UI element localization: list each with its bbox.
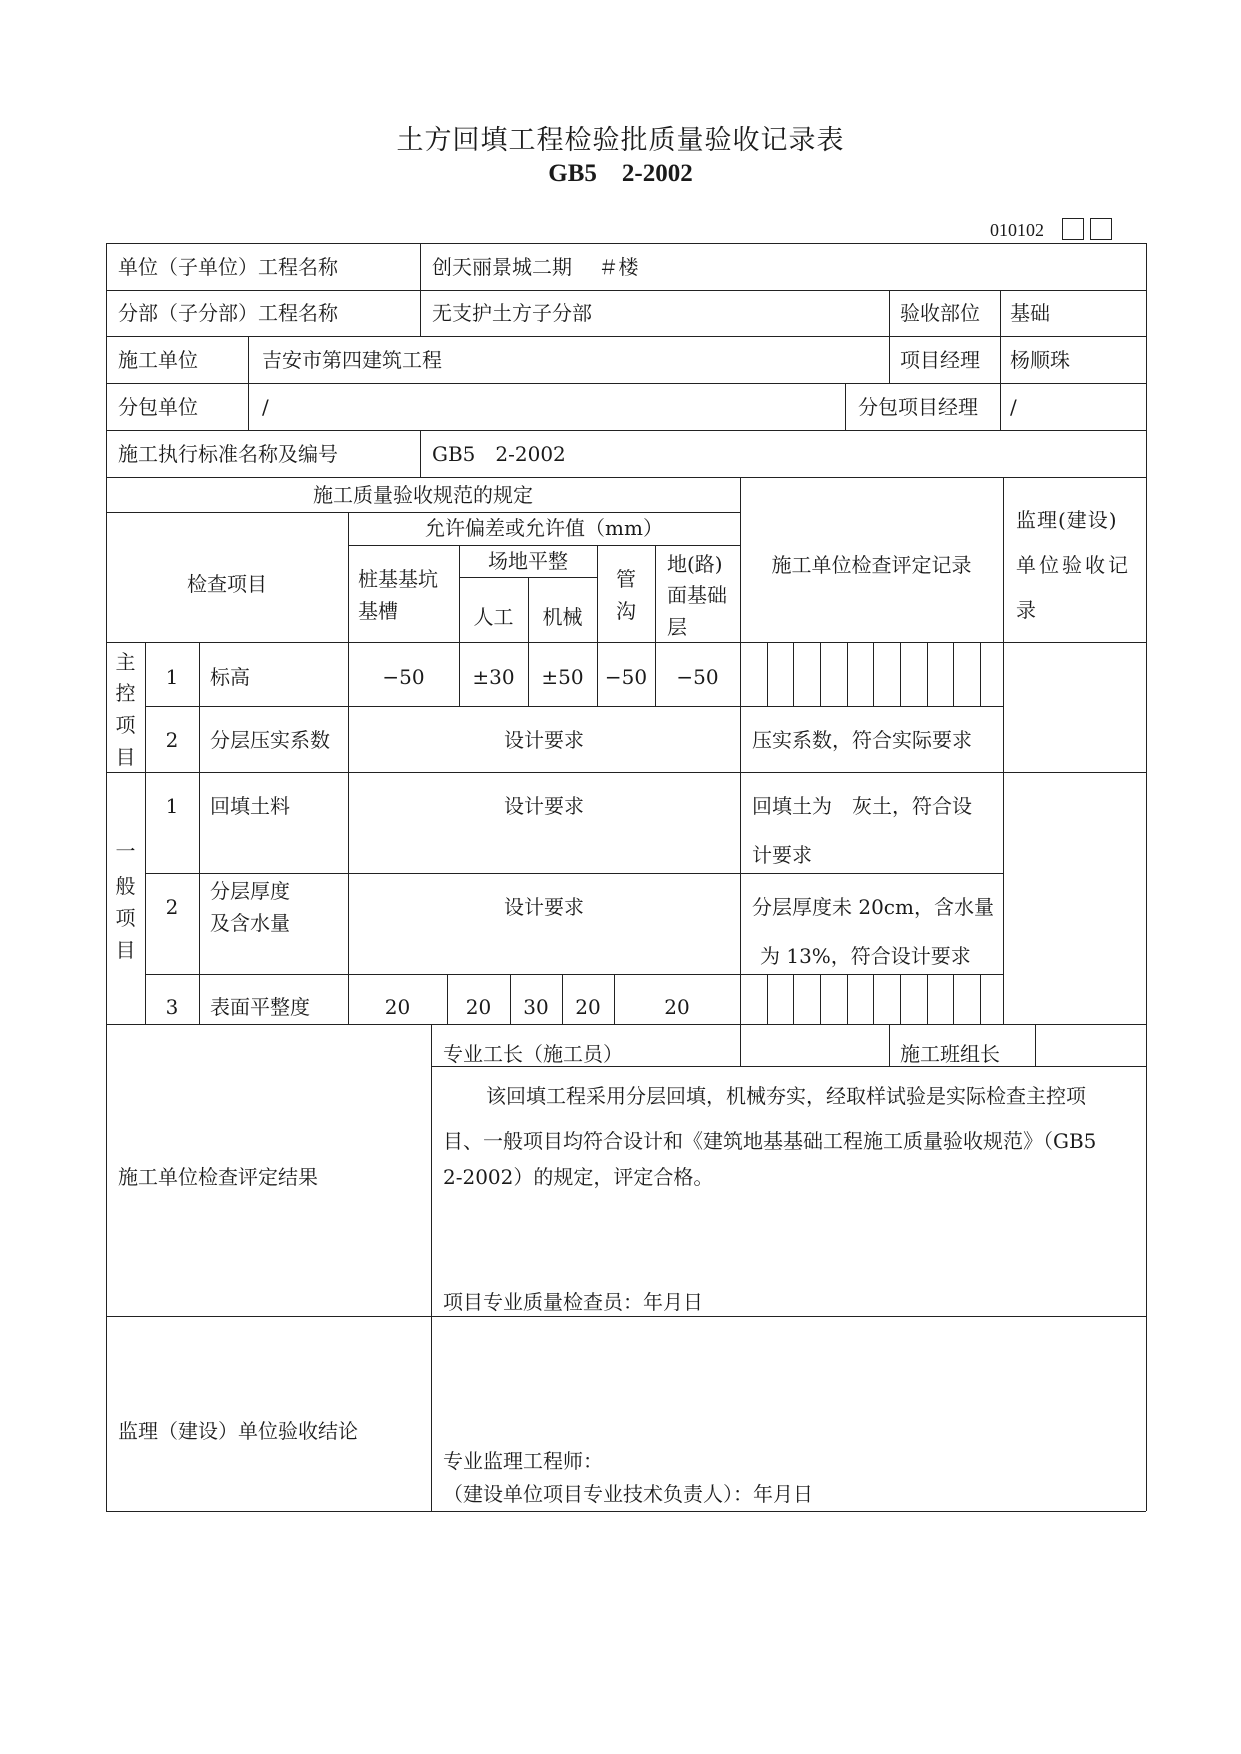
- check-item-header: 检查项目: [187, 572, 267, 596]
- general-row-1-no: 1: [165, 794, 179, 818]
- general-row-2-record-line2[interactable]: 为 13%，符合设计要求: [760, 944, 971, 968]
- main-row-2-name: 分层压实系数: [210, 728, 330, 752]
- spec-header: 施工质量验收规范的规定: [313, 483, 533, 507]
- main-group-label-2: 控: [115, 681, 136, 705]
- standard-label: 施工执行标准名称及编号: [118, 442, 338, 466]
- general-row-2-name-line1: 分层厚度: [210, 879, 290, 903]
- general-group-label-3: 项: [115, 906, 136, 930]
- col-pile-line1: 桩基基坑: [358, 567, 438, 591]
- col-pile-line2: 基槽: [358, 599, 398, 623]
- general-row-2-requirement: 设计要求: [504, 895, 584, 919]
- general-row-1-record-line1[interactable]: 回填土为 灰土，符合设: [752, 794, 972, 818]
- document-number: 010102: [990, 220, 1044, 240]
- result-text-line3[interactable]: 2-2002）的规定，评定合格。: [443, 1165, 714, 1189]
- supervisor-header-line1: 监理(建设): [1016, 508, 1118, 532]
- col-road-line2: 面基础: [667, 583, 727, 607]
- general-group-label-2: 般: [115, 874, 136, 898]
- standard-code: GB5 2-2002: [548, 160, 693, 187]
- project-manager-label: 项目经理: [900, 348, 980, 372]
- main-group-label-3: 项: [115, 713, 136, 737]
- conclusion-label: 监理（建设）单位验收结论: [118, 1419, 358, 1443]
- main-row-1-machine: ±50: [541, 665, 584, 689]
- main-row-1-road: −50: [676, 665, 719, 689]
- general-row-3-name: 表面平整度: [210, 995, 310, 1019]
- col-road-line3: 层: [667, 615, 687, 639]
- general-row-2-name-line2: 及含水量: [210, 911, 290, 935]
- foreman-label: 专业工长（施工员）: [443, 1042, 623, 1066]
- contractor-value[interactable]: 吉安市第四建筑工程: [262, 348, 442, 372]
- supervising-engineer-line[interactable]: 专业监理工程师：: [443, 1449, 603, 1473]
- col-pipe-line1: 管: [616, 567, 636, 591]
- col-manual-header: 人工: [473, 605, 514, 629]
- main-group-label-4: 目: [115, 745, 136, 769]
- doc-number-box-2[interactable]: [1090, 218, 1112, 240]
- allowance-header: 允许偏差或允许值（mm）: [425, 516, 663, 540]
- division-label: 分部（子分部）工程名称: [118, 301, 338, 325]
- result-text-line2[interactable]: 目、一般项目均符合设计和《建筑地基基础工程施工质量验收规范》（GB5: [443, 1129, 1097, 1153]
- main-row-2-record[interactable]: 压实系数，符合实际要求: [752, 728, 972, 752]
- division-value[interactable]: 无支护土方子分部: [432, 301, 592, 325]
- general-row-2-record-line1[interactable]: 分层厚度未 20cm，含水量: [752, 895, 994, 919]
- standard-value[interactable]: GB5 2-2002: [432, 442, 566, 466]
- supervisor-header-line3: 录: [1016, 598, 1036, 622]
- main-row-1-pile: −50: [382, 665, 425, 689]
- project-name-label: 单位（子单位）工程名称: [118, 255, 338, 279]
- general-row-3-machine: 30: [523, 995, 549, 1019]
- owner-representative-line[interactable]: （建设单位项目专业技术负责人）：年月日: [443, 1482, 813, 1506]
- subcontractor-label: 分包单位: [118, 395, 198, 419]
- col-machine-header: 机械: [542, 605, 583, 629]
- general-row-3-pipe: 20: [575, 995, 601, 1019]
- result-text-line1[interactable]: 该回填工程采用分层回填，机械夯实，经取样试验是实际检查主控项: [486, 1084, 1086, 1108]
- project-manager-value[interactable]: 杨顺珠: [1010, 348, 1070, 372]
- sub-pm-value[interactable]: /: [1010, 395, 1017, 419]
- general-group-label-4: 目: [115, 938, 136, 962]
- doc-number-box-1[interactable]: [1062, 218, 1084, 240]
- main-row-1-pipe: −50: [604, 665, 648, 689]
- general-row-3-road: 20: [664, 995, 690, 1019]
- general-row-1-requirement: 设计要求: [504, 794, 584, 818]
- result-label: 施工单位检查评定结果: [118, 1165, 318, 1189]
- main-row-1-no: 1: [165, 665, 179, 689]
- col-road-line1: 地(路): [667, 552, 723, 576]
- contractor-label: 施工单位: [118, 348, 198, 372]
- main-row-1-manual: ±30: [472, 665, 515, 689]
- main-row-1-name: 标高: [210, 665, 250, 689]
- quality-inspector-line[interactable]: 项目专业质量检查员：年月日: [443, 1290, 703, 1314]
- subcontractor-value[interactable]: /: [262, 395, 269, 419]
- col-site-header: 场地平整: [488, 549, 568, 573]
- general-row-3-pile: 20: [384, 995, 411, 1019]
- project-name-value[interactable]: 创天丽景城二期 ＃楼: [432, 255, 639, 279]
- general-group-label-1: 一: [115, 839, 136, 863]
- sub-pm-label: 分包项目经理: [858, 395, 978, 419]
- col-pipe-line2: 沟: [616, 599, 636, 623]
- document-title: 土方回填工程检验批质量验收记录表: [396, 125, 845, 156]
- general-row-3-no: 3: [165, 995, 179, 1019]
- main-row-2-requirement: 设计要求: [504, 728, 584, 752]
- general-row-1-name: 回填土料: [210, 794, 290, 818]
- contractor-record-header: 施工单位检查评定记录: [771, 553, 972, 577]
- general-row-1-record-line2[interactable]: 计要求: [752, 843, 812, 867]
- general-row-2-no: 2: [165, 895, 179, 919]
- acceptance-part-label: 验收部位: [900, 301, 980, 325]
- team-leader-label: 施工班组长: [900, 1042, 1000, 1066]
- supervisor-header-line2: 单位验收记: [1016, 553, 1131, 577]
- main-row-2-no: 2: [165, 728, 179, 752]
- acceptance-part-value[interactable]: 基础: [1010, 301, 1050, 325]
- general-row-3-manual: 20: [465, 995, 492, 1019]
- main-group-label-1: 主: [115, 650, 136, 674]
